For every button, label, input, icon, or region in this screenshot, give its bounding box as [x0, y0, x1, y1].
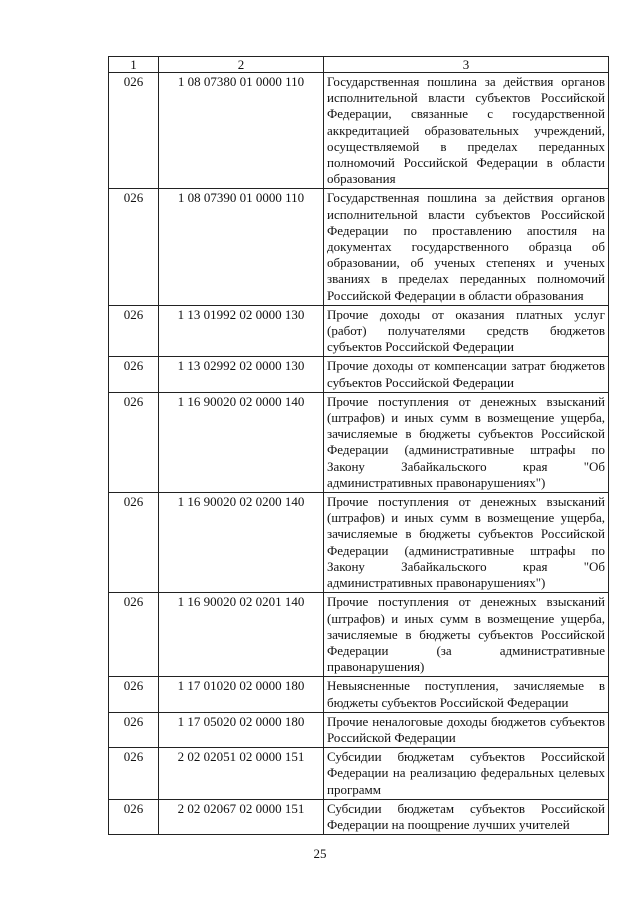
table-row [109, 305, 609, 357]
budget-code-cell: 2 02 02051 02 0000 151 [159, 748, 324, 800]
table-row [109, 799, 609, 834]
revenue-name-cell: Прочие поступления от денежных взысканий (штрафов) и иных сумм в возмещение ущерба, зачисляемые в бюджеты субъектов Российской Федерации (за административные правонарушения) [324, 593, 609, 677]
budget-code-cell: 1 08 07380 01 0000 110 [159, 73, 324, 189]
column-header-2: 2 [159, 57, 324, 73]
admin-code-cell: 026 [109, 493, 159, 593]
page-number: 25 [313, 846, 327, 861]
table-row [109, 593, 609, 677]
admin-code-cell: 026 [109, 799, 159, 834]
admin-code-cell: 026 [109, 73, 159, 189]
table-row [109, 73, 609, 189]
admin-code-cell: 026 [109, 593, 159, 677]
budget-code-cell: 1 13 01992 02 0000 130 [159, 305, 324, 357]
budget-code-cell: 1 16 90020 02 0000 140 [159, 392, 324, 492]
column-header-1: 1 [109, 57, 159, 73]
revenue-classification-table [108, 56, 609, 835]
table-header [109, 57, 609, 73]
admin-code-cell: 026 [109, 189, 159, 305]
revenue-name-cell: Прочие неналоговые доходы бюджетов субъектов Российской Федерации [324, 712, 609, 747]
budget-code-cell: 1 17 01020 02 0000 180 [159, 677, 324, 712]
revenue-name-cell: Государственная пошлина за действия органов исполнительной власти субъектов Российской Федерации по проставлению апостиля на документах государственного образца об образовании, об ученых степенях и ученых званиях в пределах переданных полномочий Российской Федерации в области образования [324, 189, 609, 305]
table-row [109, 189, 609, 305]
revenue-name-cell: Прочие поступления от денежных взысканий (штрафов) и иных сумм в возмещение ущерба, зачисляемые в бюджеты субъектов Российской Федерации (административные штрафы по Закону Забайкальского края "Об административных правонарушениях") [324, 493, 609, 593]
revenue-name-cell: Субсидии бюджетам субъектов Российской Федерации на реализацию федеральных целевых программ [324, 748, 609, 800]
revenue-name-cell: Прочие доходы от компенсации затрат бюджетов субъектов Российской Федерации [324, 357, 609, 392]
table-row [109, 392, 609, 492]
revenue-name-cell: Субсидии бюджетам субъектов Российской Федерации на поощрение лучших учителей [324, 799, 609, 834]
table-row [109, 357, 609, 392]
admin-code-cell: 026 [109, 748, 159, 800]
revenue-name-cell: Государственная пошлина за действия органов исполнительной власти субъектов Российской Федерации, связанные с государственной аккредитацией образовательных учреждений, осуществляемой в пределах переданных полномочий Российской Федерации в области образования [324, 73, 609, 189]
table-row [109, 493, 609, 593]
admin-code-cell: 026 [109, 677, 159, 712]
budget-code-cell: 2 02 02067 02 0000 151 [159, 799, 324, 834]
budget-code-cell: 1 08 07390 01 0000 110 [159, 189, 324, 305]
budget-code-cell: 1 16 90020 02 0201 140 [159, 593, 324, 677]
revenue-name-cell: Прочие поступления от денежных взысканий (штрафов) и иных сумм в возмещение ущерба, зачисляемые в бюджеты субъектов Российской Федерации (административные штрафы по Закону Забайкальского края "Об административных правонарушениях") [324, 392, 609, 492]
revenue-name-cell: Невыясненные поступления, зачисляемые в бюджеты субъектов Российской Федерации [324, 677, 609, 712]
admin-code-cell: 026 [109, 305, 159, 357]
admin-code-cell: 026 [109, 392, 159, 492]
admin-code-cell: 026 [109, 712, 159, 747]
admin-code-cell: 026 [109, 357, 159, 392]
budget-code-cell: 1 13 02992 02 0000 130 [159, 357, 324, 392]
revenue-name-cell: Прочие доходы от оказания платных услуг (работ) получателями средств бюджетов субъектов Российской Федерации [324, 305, 609, 357]
budget-code-cell: 1 17 05020 02 0000 180 [159, 712, 324, 747]
table-body [109, 73, 609, 835]
header-row [109, 57, 609, 73]
table-row [109, 677, 609, 712]
table-row [109, 748, 609, 800]
column-header-3: 3 [324, 57, 609, 73]
budget-code-cell: 1 16 90020 02 0200 140 [159, 493, 324, 593]
table-row [109, 712, 609, 747]
